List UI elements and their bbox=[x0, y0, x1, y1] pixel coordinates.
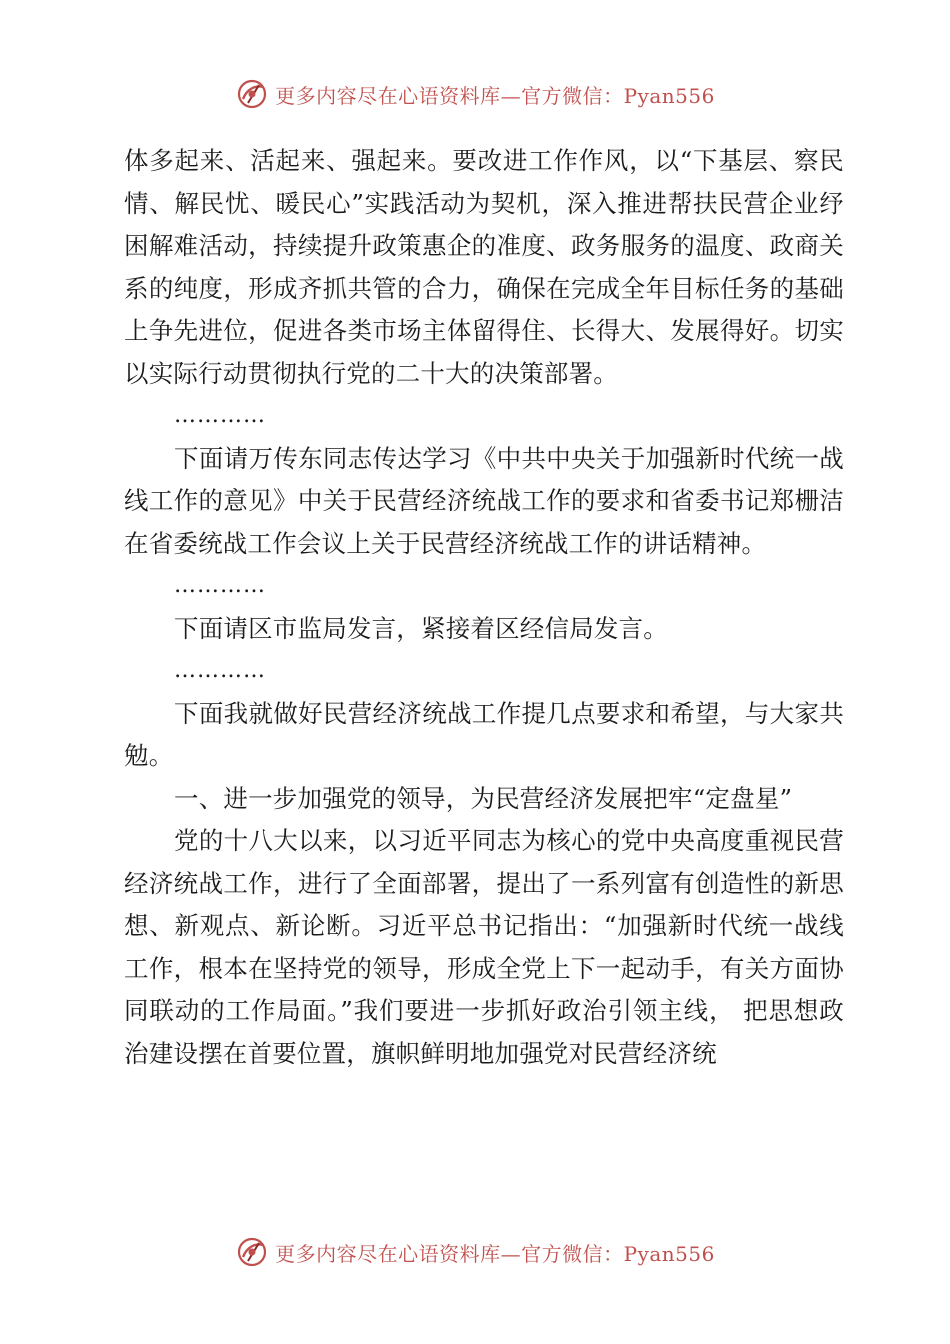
watermark-text: 更多内容尽在心语资料库—官方微信： bbox=[275, 83, 624, 108]
header-watermark bbox=[0, 74, 950, 114]
watermark-account: Pyan556 bbox=[623, 1241, 715, 1266]
watermark-text: 更多内容尽在心语资料库—官方微信： bbox=[275, 1241, 624, 1266]
paragraph-5: 党的十八大以来，以习近平同志为核心的党中央高度重视民营经济统战工作，进行了全面部署，提出了一系列富有创造性的新思想、新观点、新论断。习近平总书记指出：“加强新时代统一战线工作，根本在坚持党的领导，形成全党上下一起动手，有关方面协同联动的工作局面。”我们要进一步抓好政治引领主线， 把思想政治建设摆在首要位置，旗帜鲜明地加强党对民营经济统 bbox=[124, 826, 844, 1068]
watermark-account: Pyan556 bbox=[623, 83, 715, 108]
logo-icon bbox=[235, 77, 269, 111]
section-heading-1: 一、进一步加强党的领导，为民营经济发展把牢“定盘星” bbox=[174, 783, 793, 813]
paragraph-2: 下面请万传东同志传达学习《中共中央关于加强新时代统一战线工作的意见》中关于民营经济统战工作的要求和省委书记郑栅洁在省委统战工作会议上关于民营经济统战工作的讲话精神。 bbox=[124, 443, 844, 558]
ellipsis-1: ………… bbox=[174, 403, 266, 428]
footer-watermark bbox=[0, 1232, 950, 1272]
logo-icon bbox=[235, 1235, 269, 1269]
ellipsis-3: ………… bbox=[174, 658, 266, 683]
paragraph-4: 下面我就做好民营经济统战工作提几点要求和希望，与大家共勉。 bbox=[124, 698, 844, 770]
paragraph-1: 体多起来、活起来、强起来。要改进工作作风，以“下基层、察民情、解民忧、暖民心”实践活动为契机，深入推进帮扶民营企业纾困解难活动，持续提升政策惠企的准度、政务服务的温度、政商关系的纯度，形成齐抓共管的合力，确保在完成全年目标任务的基础上争先进位，促进各类市场主体留得住、长得大、发展得好。切实以实际行动贯彻执行党的二十大的决策部署。 bbox=[124, 146, 844, 388]
ellipsis-2: ………… bbox=[174, 573, 266, 598]
document-body bbox=[124, 140, 844, 1075]
paragraph-3: 下面请区市监局发言，紧接着区经信局发言。 bbox=[174, 613, 668, 643]
